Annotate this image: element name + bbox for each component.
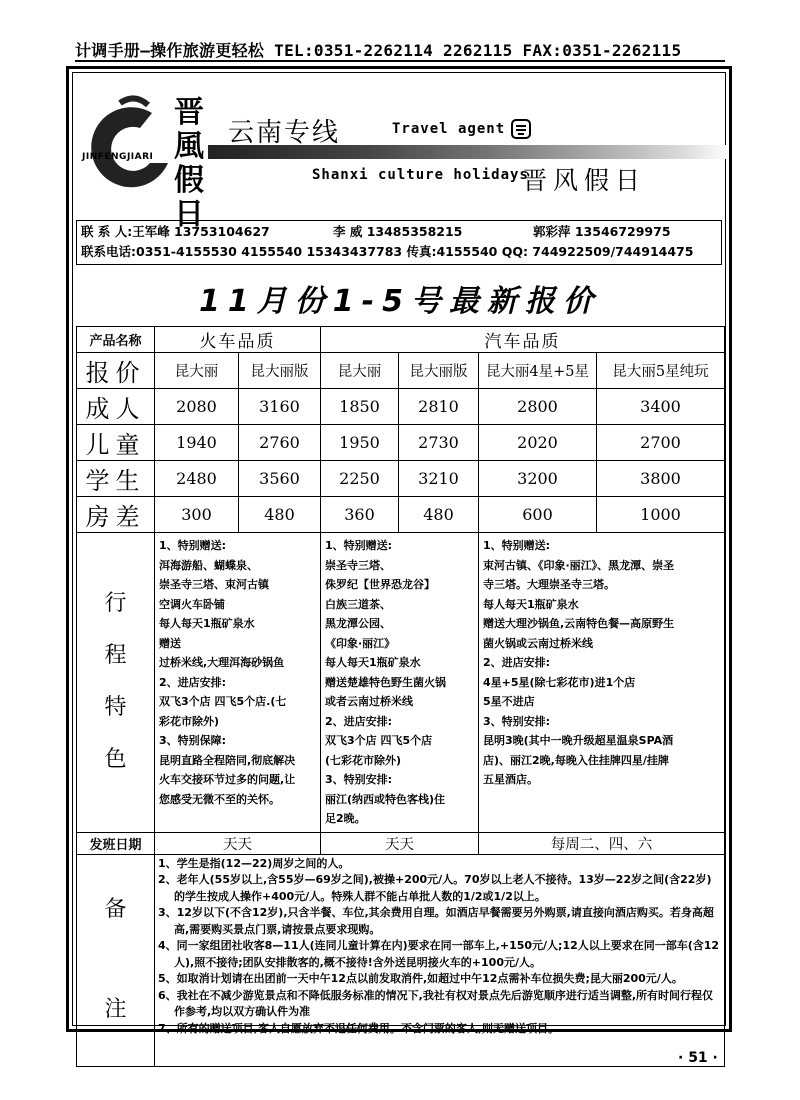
price-cell: 3160	[239, 389, 321, 425]
price-cell: 480	[399, 497, 479, 533]
itinerary-line: 丽江(纳西或特色客栈)住	[325, 792, 446, 806]
itinerary-line: 2、进店安排:	[325, 714, 393, 728]
row-label: 成人	[77, 389, 155, 425]
itinerary-line: 五星酒店。	[483, 773, 538, 786]
brand-char: 假	[174, 163, 204, 198]
itinerary-line: 1、特别赠送:	[325, 539, 393, 552]
price-cell: 2250	[321, 461, 399, 497]
quote-label: 报价	[77, 353, 155, 389]
itinerary-line: 寺三塔。大理崇圣寺三塔。	[483, 578, 615, 591]
column-header: 昆大丽5星纯玩	[597, 353, 725, 389]
itinerary-line: 双飞3个店 四飞5个店	[325, 734, 433, 747]
itinerary-line: 2、进店安排:	[483, 656, 551, 669]
price-cell: 3800	[597, 461, 725, 497]
group-train: 火车品质	[155, 327, 321, 353]
note-item: 5、如取消计划请在出团前一天中午12点以前发取消件,如超过中午12点需补车位损失费;昆大丽200元/人。	[158, 972, 683, 985]
itinerary-line: 4星+5星(除七彩花市)进1个店	[483, 675, 636, 689]
price-cell: 2760	[239, 425, 321, 461]
itinerary-label-char: 特	[104, 695, 127, 721]
brand-char: 風	[174, 129, 204, 164]
price-cell: 2080	[155, 389, 239, 425]
price-cell: 480	[239, 497, 321, 533]
brand-name-cn: 晋风假日	[522, 166, 647, 195]
itinerary-car	[321, 533, 479, 833]
table-row	[77, 425, 725, 461]
note-item: 7、所有的赠送项目,客人自愿放弃不退任何费用。不含门票的客人,则无赠送项目。	[158, 1021, 560, 1035]
header-bar: 计调手册—操作旅游更轻松 TEL:0351-2262114 2262115 FAX:0351-2262115	[75, 38, 725, 62]
itinerary-line: 双飞3个店 四飞5个店.(七	[159, 695, 287, 708]
price-cell: 1000	[597, 497, 725, 533]
price-cell: 300	[155, 497, 239, 533]
price-cell: 360	[321, 497, 399, 533]
table-row	[77, 389, 725, 425]
itinerary-line: 3、特别安排:	[325, 773, 393, 786]
column-header: 昆大丽	[155, 353, 239, 389]
itinerary-line: 每人每天1瓶矿泉水	[483, 597, 579, 611]
itinerary-line: 崇圣寺三塔、束河古镇	[159, 578, 269, 591]
itinerary-label	[77, 533, 155, 833]
itinerary-line: 黑龙潭公园、	[325, 617, 391, 630]
itinerary-line: 昆明3晚(其中一晚升级超星温泉SPA酒	[483, 734, 674, 747]
itinerary-label-char: 行	[104, 591, 127, 617]
price-cell: 2700	[597, 425, 725, 461]
itinerary-line: 《印象·丽江》	[325, 636, 396, 650]
itinerary-line: 或者云南过桥米线	[325, 695, 413, 708]
brand-subtitle: Travel agent	[392, 121, 506, 137]
row-label: 房差	[77, 497, 155, 533]
row-label: 学生	[77, 461, 155, 497]
brand-char: 日	[174, 197, 204, 232]
brand-logo-icon	[80, 93, 180, 203]
price-cell: 1950	[321, 425, 399, 461]
group-car: 汽车品质	[321, 327, 725, 353]
itinerary-line: 3、特别保障:	[159, 734, 227, 747]
itinerary-label-char: 色	[104, 747, 127, 773]
notes-content	[155, 854, 725, 1066]
price-cell: 2800	[479, 389, 597, 425]
itinerary-line: 2、进店安排:	[159, 675, 227, 689]
page-number: · 51 ·	[678, 1050, 718, 1066]
itinerary-line: 洱海游船、蝴蝶泉、	[159, 558, 258, 572]
price-cell: 2020	[479, 425, 597, 461]
itinerary-line: 白族三道茶、	[325, 597, 391, 611]
departure-train: 天天	[155, 832, 321, 854]
itinerary-line: 侏罗纪【世界恐龙谷】	[325, 578, 435, 591]
price-cell: 3210	[399, 461, 479, 497]
contact-3: 郭彩萍 13546729975	[533, 224, 671, 239]
column-header: 昆大丽版	[239, 353, 321, 389]
column-header: 昆大丽	[321, 353, 399, 389]
contact-phones: 联系电话:0351-4155530 4155540 15343437783 传真:4155540 QQ: 744922509/744914475	[81, 244, 694, 259]
price-cell: 3560	[239, 461, 321, 497]
note-item: 2、老年人(55岁以上,含55岁—69岁之间),被操+200元/人。70岁以上老人不接待。13岁—22岁之间(含22岁)的学生按成人操作+400元/人。特殊人群不能占单批人数的1/2或1/2以上。	[158, 873, 712, 903]
departure-car-star: 每周二、四、六	[479, 832, 725, 854]
notes-label-char: 注	[104, 997, 127, 1022]
itinerary-line: 赠送大理沙锅鱼,云南特色餐—高原野生	[483, 617, 675, 630]
itinerary-line: 火车交接环节过多的问题,让	[159, 773, 296, 786]
note-item: 6、我社在不减少游览景点和不降低服务标准的情况下,我社有权对景点先后游览顺序进行适当调整,所有时间行程仅作参考,均以双方确认件为准	[158, 988, 714, 1018]
itinerary-line: 过桥米线,大理洱海砂锅鱼	[159, 656, 285, 669]
column-header: 昆大丽4星+5星	[479, 353, 597, 389]
itinerary-line: 足2晚。	[325, 812, 366, 825]
notes-label	[77, 854, 155, 1066]
price-cell: 600	[479, 497, 597, 533]
column-header: 昆大丽版	[399, 353, 479, 389]
brand-badge-icon	[510, 118, 532, 140]
price-cell: 1850	[321, 389, 399, 425]
notes-label-char: 备	[104, 897, 127, 922]
brand-char: 晋	[174, 95, 204, 130]
itinerary-line: 彩花市除外)	[159, 714, 220, 728]
table-row	[77, 497, 725, 533]
note-item: 3、12岁以下(不含12岁),只含半餐、车位,其余费用自理。如酒店早餐需要另外购票,请直接向酒店购买。若身高超高,需要购买景点门票,请按景点要求现购。	[158, 906, 714, 936]
itinerary-line: 束河古镇、《印象·丽江》、黑龙潭、崇圣	[483, 558, 675, 572]
page-headline: 11月份1-5号最新报价	[199, 284, 601, 319]
itinerary-line: (七彩花市除外)	[325, 753, 402, 767]
row-label: 儿童	[77, 425, 155, 461]
itinerary-line: 店)、丽江2晚,每晚入住挂牌四星/挂牌	[483, 753, 669, 767]
price-table	[76, 326, 725, 1067]
departure-car: 天天	[321, 832, 479, 854]
table-row	[77, 461, 725, 497]
contact-1: 联 系 人:王军峰 13753104627	[81, 224, 270, 239]
itinerary-line: 5星不进店	[483, 695, 535, 708]
brand-title: 云南专线	[228, 118, 341, 148]
contact-2: 李 威 13485358215	[333, 224, 463, 239]
itinerary-line: 菌火锅或云南过桥米线	[483, 636, 593, 650]
price-cell: 3400	[597, 389, 725, 425]
note-item: 4、同一家组团社收客8—11人(连同儿童计算在内)要求在同一部车上,+150元/人;12人以上要求在同一部车(含12人),照不接待;团队安排散客的,概不接待!含外送昆明接火车的+100元/人。	[158, 939, 720, 969]
itinerary-line: 崇圣寺三塔、	[325, 558, 391, 572]
price-cell: 2810	[399, 389, 479, 425]
itinerary-line: 昆明直路全程陪同,彻底解决	[159, 753, 296, 767]
contacts-box	[76, 220, 722, 265]
itinerary-line: 赠送	[159, 636, 181, 650]
itinerary-line: 1、特别赠送:	[159, 539, 227, 552]
itinerary-line: 空调火车卧铺	[159, 597, 225, 611]
product-label: 产品名称	[77, 327, 155, 353]
itinerary-line: 赠送楚雄特色野生菌火锅	[325, 675, 446, 689]
itinerary-label-char: 程	[104, 643, 127, 669]
itinerary-line: 1、特别赠送:	[483, 539, 551, 552]
price-cell: 2480	[155, 461, 239, 497]
note-item: 1、学生是指(12—22)周岁之间的人。	[158, 856, 350, 870]
itinerary-car-star	[479, 533, 725, 833]
itinerary-line: 3、特别安排:	[483, 714, 551, 728]
price-cell: 1940	[155, 425, 239, 461]
brand-big-chars	[174, 96, 204, 232]
itinerary-line: 每人每天1瓶矿泉水	[325, 656, 421, 669]
itinerary-train	[155, 533, 321, 833]
brand-subtitle-2: Shanxi culture holidays	[312, 167, 529, 183]
price-cell: 3200	[479, 461, 597, 497]
itinerary-line: 每人每天1瓶矿泉水	[159, 617, 255, 630]
logo-text: JINFENGJIARI	[82, 152, 154, 162]
price-cell: 2730	[399, 425, 479, 461]
itinerary-line: 您感受无微不至的关怀。	[159, 792, 280, 806]
departure-label: 发班日期	[77, 832, 155, 854]
